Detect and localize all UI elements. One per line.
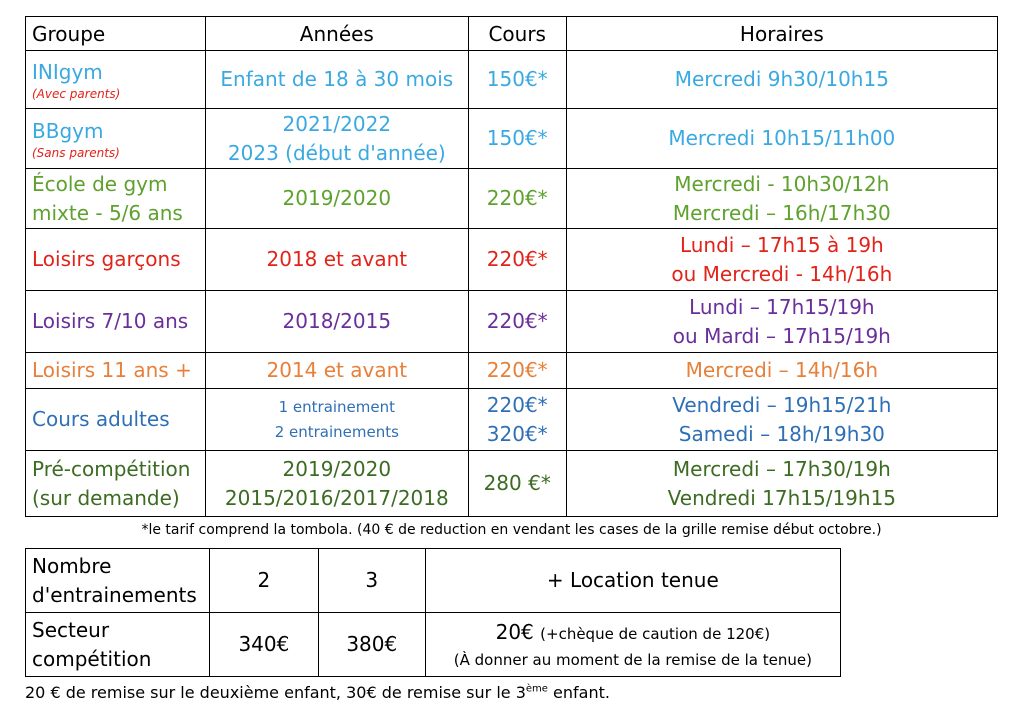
header-row [26, 17, 998, 51]
years-cell: 2018 et avant [205, 229, 468, 291]
price-cell: 150€* [468, 109, 566, 169]
schedule-cell: Mercredi 10h15/11h00 [566, 109, 997, 169]
price-cell: 220€* [468, 169, 566, 229]
price-cell: 280 €* [468, 451, 566, 517]
competition-table [25, 548, 841, 677]
tenue-note: (À donner au moment de la remise de la tenue) [453, 651, 812, 669]
schedule-cell: Mercredi – 14h/16h [566, 353, 997, 389]
years-cell: 2019/2020 [205, 169, 468, 229]
years-cell: Enfant de 18 à 30 mois [205, 51, 468, 109]
schedule-cell: Mercredi – 17h30/19h Vendredi 17h15/19h15 [566, 451, 997, 517]
price-2-cell: 340€ [209, 613, 318, 677]
header-groupe: Groupe [26, 17, 206, 51]
years-cell: 1 entrainement 2 entrainements [205, 389, 468, 451]
price-cell: 220€* 320€* [468, 389, 566, 451]
label-cell: Nombre d'entrainements [26, 549, 210, 613]
table-row [26, 229, 998, 291]
count-2-cell: 2 [209, 549, 318, 613]
schedule-cell: Mercredi 9h30/10h15 [566, 51, 997, 109]
table-row [26, 51, 998, 109]
header-annees: Années [205, 17, 468, 51]
label-cell: Secteur compétition [26, 613, 210, 677]
price-cell: 220€* [468, 291, 566, 353]
schedule-cell: Lundi – 17h15/19h ou Mardi – 17h15/19h [566, 291, 997, 353]
schedule-cell: Vendredi – 19h15/21h Samedi – 18h/19h30 [566, 389, 997, 451]
group-cell: École de gym mixte - 5/6 ans [26, 169, 206, 229]
schedule-cell: Lundi – 17h15 à 19h ou Mercredi - 14h/16h [566, 229, 997, 291]
years-cell: 2014 et avant [205, 353, 468, 389]
table-row [26, 613, 841, 677]
years-cell: 2021/2022 2023 (début d'année) [205, 109, 468, 169]
group-cell: Pré-compétition (sur demande) [26, 451, 206, 517]
sibling-discount: 20 € de remise sur le deuxième enfant, 30€ de remise sur le 3ème enfant. [25, 683, 610, 702]
group-cell: Cours adultes [26, 389, 206, 451]
group-cell: Loisirs garçons [26, 229, 206, 291]
group-note: (Sans parents) [32, 146, 120, 160]
years-cell: 2018/2015 [205, 291, 468, 353]
table-row [26, 109, 998, 169]
header-cours: Cours [468, 17, 566, 51]
group-note: (Avec parents) [32, 87, 121, 101]
tarif-footnote: *le tarif comprend la tombola. (40 € de reduction en vendant les cases de la grille remise début octobre.) [141, 522, 882, 538]
tenue-price: 20€ [495, 620, 534, 644]
caution-text: (+chèque de caution de 120€) [540, 625, 771, 643]
table-row [26, 169, 998, 229]
group-cell: BBgym (Sans parents) [26, 109, 206, 169]
group-cell: INIgym (Avec parents) [26, 51, 206, 109]
table-row [26, 353, 998, 389]
price-3-cell: 380€ [318, 613, 425, 677]
table-row [26, 291, 998, 353]
location-tenue-cell: + Location tenue [425, 549, 840, 613]
price-cell: 220€* [468, 353, 566, 389]
schedule-cell: Mercredi - 10h30/12h Mercredi – 16h/17h30 [566, 169, 997, 229]
table-row [26, 389, 998, 451]
count-3-cell: 3 [318, 549, 425, 613]
tenue-price-cell [425, 613, 840, 677]
header-horaires: Horaires [566, 17, 997, 51]
table-row [26, 451, 998, 517]
price-cell: 220€* [468, 229, 566, 291]
table-row [26, 549, 841, 613]
price-cell: 150€* [468, 51, 566, 109]
group-cell: Loisirs 11 ans + [26, 353, 206, 389]
years-cell: 2019/2020 2015/2016/2017/2018 [205, 451, 468, 517]
schedule-table [25, 16, 998, 517]
group-cell: Loisirs 7/10 ans [26, 291, 206, 353]
